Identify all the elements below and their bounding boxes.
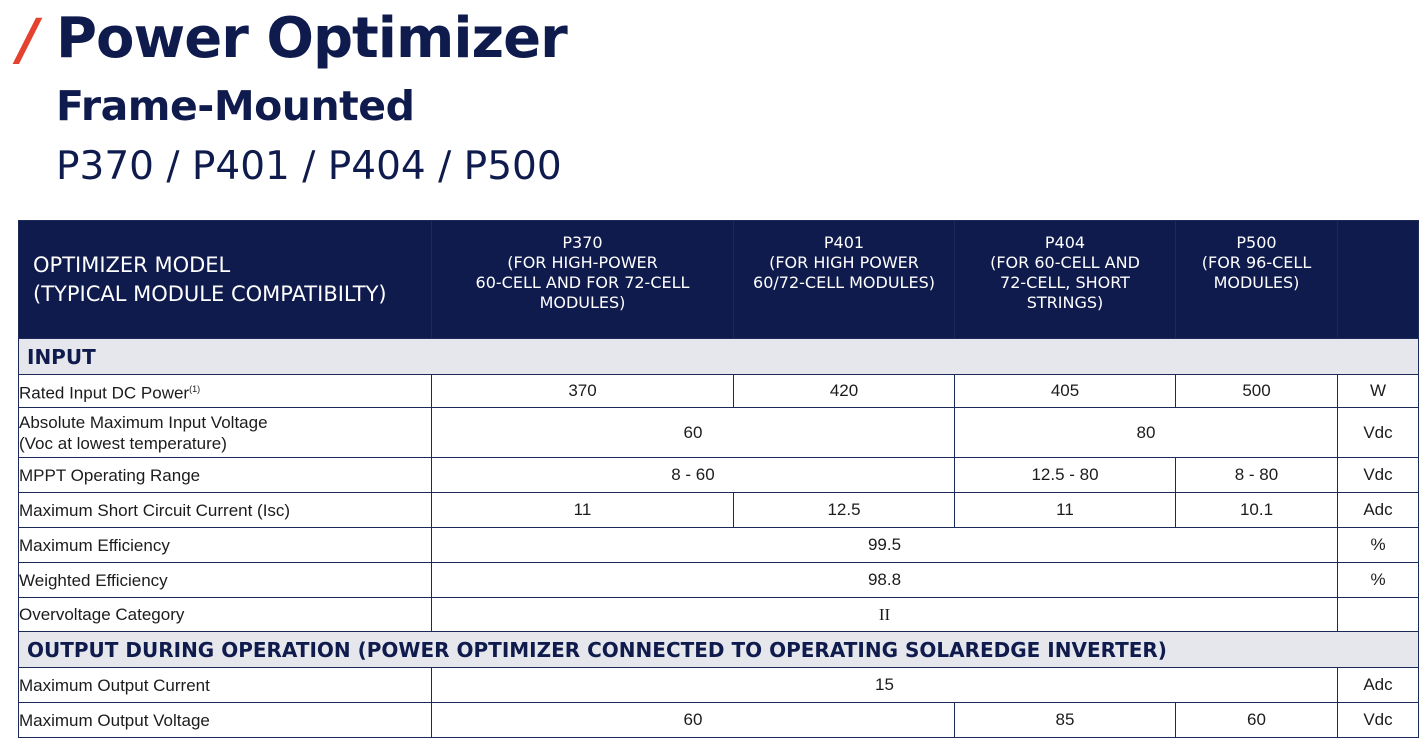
row-label-line1: Absolute Maximum Input Voltage bbox=[19, 412, 268, 432]
footnote-marker: (1) bbox=[189, 383, 201, 394]
model-header-cell bbox=[19, 221, 432, 339]
row-label: Maximum Short Circuit Current (Isc) bbox=[19, 493, 432, 528]
table-row bbox=[19, 408, 1419, 458]
column-desc: (FOR 60-CELL AND bbox=[990, 253, 1140, 272]
column-desc: (FOR HIGH-POWER bbox=[507, 253, 658, 272]
cell-p370-p401: 60 bbox=[432, 703, 955, 738]
cell-unit: Vdc bbox=[1338, 408, 1419, 458]
model-list: P370 / P401 / P404 / P500 bbox=[56, 144, 562, 189]
cell-unit: Adc bbox=[1338, 493, 1419, 528]
section-title: OUTPUT DURING OPERATION (POWER OPTIMIZER CONNECTED TO OPERATING SOLAREDGE INVERTER) bbox=[19, 632, 1419, 668]
column-header-p370 bbox=[432, 221, 734, 339]
cell-p401: 420 bbox=[734, 375, 955, 408]
cell-p500: 10.1 bbox=[1176, 493, 1338, 528]
column-desc: STRINGS) bbox=[1026, 293, 1104, 312]
row-label bbox=[19, 375, 432, 408]
cell-p401: 12.5 bbox=[734, 493, 955, 528]
table-row bbox=[19, 493, 1419, 528]
cell-unit bbox=[1338, 598, 1419, 632]
section-row-output bbox=[19, 632, 1419, 668]
cell-unit: % bbox=[1338, 563, 1419, 598]
column-name: P500 bbox=[1236, 233, 1277, 252]
model-header-line1: OPTIMIZER MODEL bbox=[33, 252, 231, 277]
cell-p404: 85 bbox=[955, 703, 1176, 738]
row-label: Maximum Output Current bbox=[19, 668, 432, 703]
spec-table bbox=[18, 220, 1419, 738]
table-row bbox=[19, 703, 1419, 738]
cell-p370: 370 bbox=[432, 375, 734, 408]
row-label: Weighted Efficiency bbox=[19, 563, 432, 598]
row-label: MPPT Operating Range bbox=[19, 458, 432, 493]
cell-all-models: 99.5 bbox=[432, 528, 1338, 563]
column-desc: 60-CELL AND FOR 72-CELL bbox=[475, 273, 690, 292]
cell-all-models: 98.8 bbox=[432, 563, 1338, 598]
column-desc: (FOR HIGH POWER bbox=[769, 253, 919, 272]
column-name: P401 bbox=[823, 233, 865, 252]
row-label: Overvoltage Category bbox=[19, 598, 432, 632]
table-row bbox=[19, 375, 1419, 408]
cell-all-models: 15 bbox=[432, 668, 1338, 703]
column-header-p404 bbox=[955, 221, 1176, 339]
column-name: P404 bbox=[1044, 233, 1086, 252]
table-row bbox=[19, 598, 1419, 632]
cell-p500: 8 - 80 bbox=[1176, 458, 1338, 493]
table-row bbox=[19, 528, 1419, 563]
table-header-row bbox=[19, 221, 1419, 339]
cell-unit: W bbox=[1338, 375, 1419, 408]
cell-p370-p401: 60 bbox=[432, 408, 955, 458]
row-label bbox=[19, 408, 432, 458]
cell-p500: 60 bbox=[1176, 703, 1338, 738]
cell-unit: % bbox=[1338, 528, 1419, 563]
table-row bbox=[19, 563, 1419, 598]
column-desc: (FOR 96-CELL bbox=[1201, 253, 1312, 272]
row-label: Maximum Efficiency bbox=[19, 528, 432, 563]
cell-unit: Vdc bbox=[1338, 703, 1419, 738]
column-desc: 72-CELL, SHORT bbox=[1000, 273, 1130, 292]
unit-header-cell bbox=[1338, 221, 1419, 339]
column-desc: 60/72-CELL MODULES) bbox=[753, 273, 935, 292]
cell-p370: 11 bbox=[432, 493, 734, 528]
section-title: INPUT bbox=[19, 339, 1419, 375]
cell-p404: 12.5 - 80 bbox=[955, 458, 1176, 493]
page-title: Power Optimizer bbox=[56, 6, 567, 71]
column-name: P370 bbox=[562, 233, 603, 252]
column-desc: MODULES) bbox=[1213, 273, 1300, 292]
row-label: Maximum Output Voltage bbox=[19, 703, 432, 738]
section-row-input bbox=[19, 339, 1419, 375]
column-header-p500 bbox=[1176, 221, 1338, 339]
cell-unit: Adc bbox=[1338, 668, 1419, 703]
cell-all-models: II bbox=[432, 598, 1338, 632]
cell-unit: Vdc bbox=[1338, 458, 1419, 493]
cell-p404: 405 bbox=[955, 375, 1176, 408]
row-label-text: Rated Input DC Power bbox=[19, 383, 190, 403]
model-header-line2: (TYPICAL MODULE COMPATIBILTY) bbox=[33, 281, 387, 306]
table-row bbox=[19, 458, 1419, 493]
cell-p404-p500: 80 bbox=[955, 408, 1338, 458]
column-desc: MODULES) bbox=[539, 293, 626, 312]
page-subtitle: Frame-Mounted bbox=[56, 82, 415, 130]
title-accent-slash: / bbox=[18, 8, 39, 73]
cell-p500: 500 bbox=[1176, 375, 1338, 408]
table-row bbox=[19, 668, 1419, 703]
row-label-line2: (Voc at lowest temperature) bbox=[19, 433, 227, 453]
cell-p404: 11 bbox=[955, 493, 1176, 528]
cell-p370-p401: 8 - 60 bbox=[432, 458, 955, 493]
column-header-p401 bbox=[734, 221, 955, 339]
